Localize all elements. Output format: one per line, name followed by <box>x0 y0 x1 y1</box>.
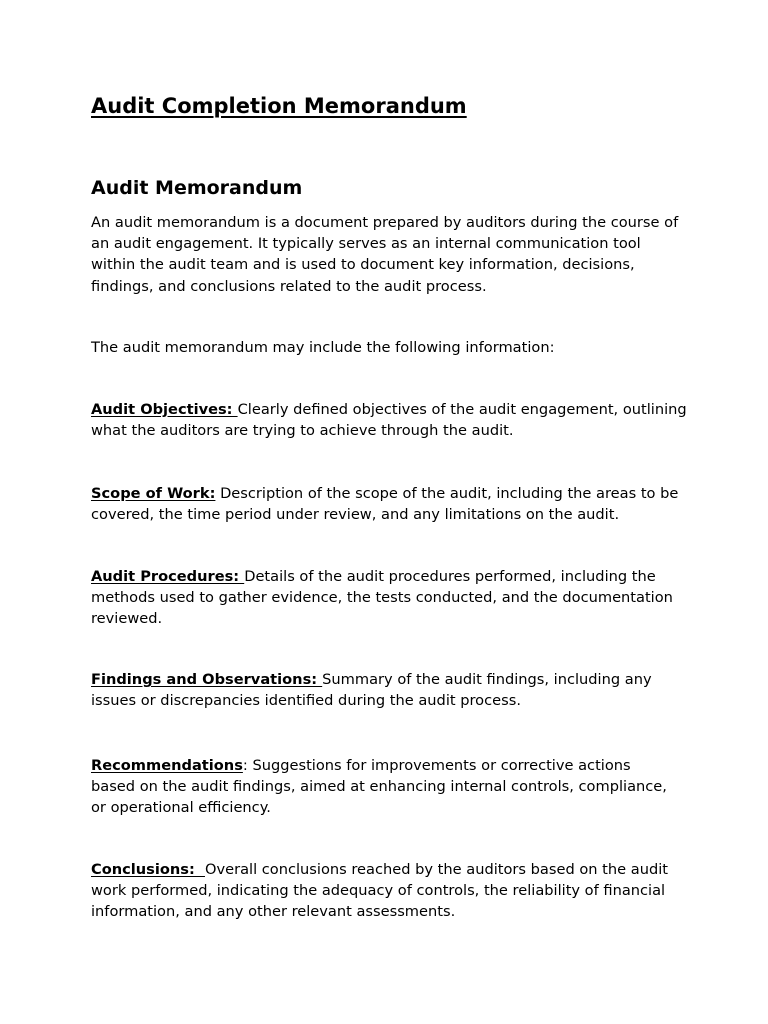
item-conclusions <box>91 859 671 923</box>
item-description: Summary of the audit findings, including any issues or discrepancies identified during the audit process. <box>91 671 652 710</box>
item-scope-of-work <box>91 483 691 525</box>
section-heading: Audit Memorandum <box>91 177 303 199</box>
item-recommendations <box>91 755 671 819</box>
item-term: Scope of Work: <box>91 485 216 502</box>
item-term: Conclusions: <box>91 861 205 878</box>
item-term: Audit Procedures: <box>91 568 245 585</box>
item-description: Suggestions for improvements or corrective actions based on the audit findings, aimed at enhancing internal controls, compliance, or operational efficiency. <box>91 757 667 817</box>
item-separator: : <box>242 757 253 774</box>
item-term: Findings and Observations: <box>91 671 323 688</box>
item-audit-procedures <box>91 566 691 630</box>
document-title: Audit Completion Memorandum <box>91 94 467 118</box>
intro-paragraph: An audit memorandum is a document prepared by auditors during the course of an audit engagement. It typically serves as an internal communication tool within the audit team and is used to document key information, decisions, findings, and conclusions related to the audit process. <box>91 214 679 295</box>
item-term: Audit Objectives: <box>91 401 238 418</box>
item-findings-and-observations <box>91 669 691 711</box>
item-term: Recommendations <box>91 757 243 774</box>
item-description: Details of the audit procedures performed, including the methods used to gather evidence, the tests conducted, and the documentation reviewed. <box>91 568 673 628</box>
item-description: Description of the scope of the audit, including the areas to be covered, the time period under review, and any limitations on the audit. <box>91 485 679 524</box>
item-description: Overall conclusions reached by the auditors based on the audit work performed, indicating the adequacy of controls, the reliability of financial information, and any other relevant assessments. <box>91 861 668 921</box>
lead-in-paragraph: The audit memorandum may include the following information: <box>91 339 555 356</box>
item-description: Clearly defined objectives of the audit engagement, outlining what the auditors are trying to achieve through the audit. <box>91 401 687 440</box>
item-audit-objectives <box>91 399 691 441</box>
